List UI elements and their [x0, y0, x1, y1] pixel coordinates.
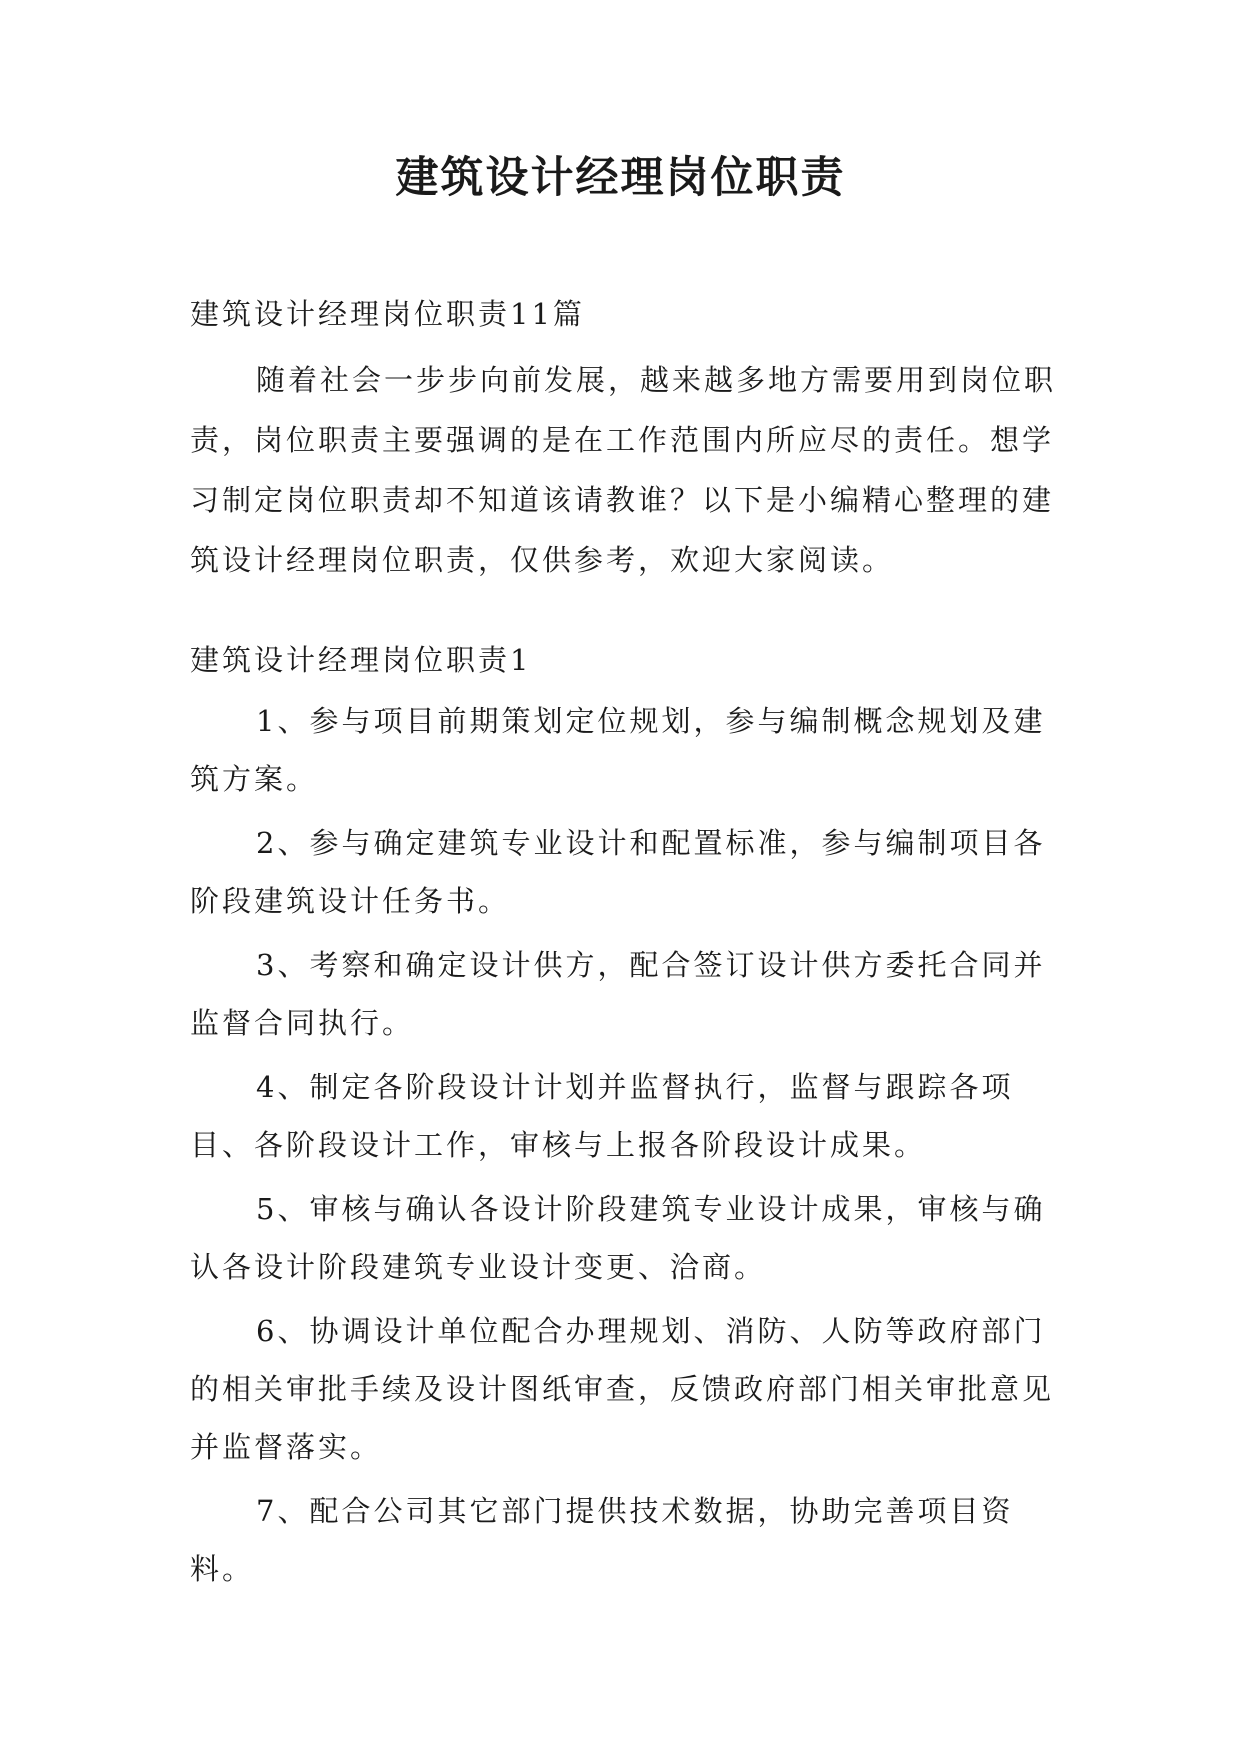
duty-item-2: 2、参与确定建筑专业设计和配置标准，参与编制项目各阶段建筑设计任务书。 [190, 826, 1046, 918]
duty-item-4: 4、制定各阶段设计计划并监督执行，监督与跟踪各项目、各阶段设计工作，审核与上报各阶段设计成果。 [190, 1070, 1014, 1162]
duty-item-3: 3、考察和确定设计供方，配合签订设计供方委托合同并监督合同执行。 [190, 948, 1046, 1040]
duty-item-6: 6、协调设计单位配合办理规划、消防、人防等政府部门的相关审批手续及设计图纸审查，反馈政府部门相关审批意见并监督落实。 [190, 1314, 1055, 1464]
section-heading: 建筑设计经理岗位职责1 [190, 643, 532, 677]
duty-item-1: 1、参与项目前期策划定位规划，参与编制概念规划及建筑方案。 [190, 704, 1046, 796]
document-title: 建筑设计经理岗位职责 [395, 153, 846, 203]
intro-paragraph: 随着社会一步步向前发展，越来越多地方需要用到岗位职责，岗位职责主要强调的是在工作范围内所应尽的责任。想学习制定岗位职责却不知道该请教谁？以下是小编精心整理的建筑设计经理岗位职责，仅供参考，欢迎大家阅读。 [190, 363, 1057, 577]
duty-item-5: 5、审核与确认各设计阶段建筑专业设计成果，审核与确认各设计阶段建筑专业设计变更、洽商。 [190, 1192, 1046, 1284]
duty-item-7: 7、配合公司其它部门提供技术数据，协助完善项目资料。 [190, 1494, 1014, 1586]
duty-list [190, 692, 1060, 1604]
document-subtitle: 建筑设计经理岗位职责11篇 [190, 297, 585, 331]
